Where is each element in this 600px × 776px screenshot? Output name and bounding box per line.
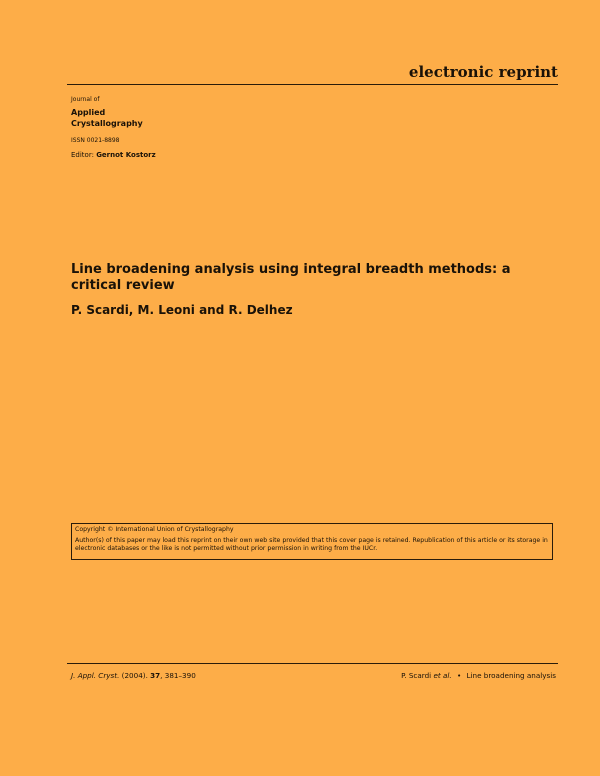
top-divider [67,84,558,85]
electronic-reprint-label: electronic reprint [408,63,558,81]
bottom-divider [67,663,558,664]
running-separator: • [456,671,462,680]
citation-pages: , 381–390 [160,671,196,680]
article-title: Line broadening analysis using integral breadth methods: a critical review [71,262,511,293]
running-title: Line broadening analysis [466,671,556,680]
editor-name: Gernot Kostorz [96,151,156,159]
running-author: P. Scardi [401,671,432,680]
copyright-line: Copyright © International Union of Crystallography [75,526,234,533]
article-authors: P. Scardi, M. Leoni and R. Delhez [71,303,293,317]
journal-info [71,97,156,159]
running-head [401,671,556,680]
copyright-notice [71,523,553,560]
citation-volume: 37 [150,671,161,680]
editor-label: Editor: [71,151,94,159]
journal-name-line1: Applied [71,108,106,117]
issn: ISSN 0021-8898 [71,137,120,144]
editor-line [71,152,156,159]
running-etal: et al. [433,671,452,680]
journal-name-line2: Crystallography [71,119,143,128]
citation-journal: J. Appl. Cryst. [71,671,120,680]
citation-year: (2004). [121,671,148,680]
citation [71,671,196,680]
journal-of-label: Journal of [71,96,100,103]
copyright-text: Author(s) of this paper may load this reprint on their own web site provided that this cover page is retained. Republication of this article or its storage in electronic databases or the like is not permitted without prior permission in writing from the IUCr. [75,537,548,552]
